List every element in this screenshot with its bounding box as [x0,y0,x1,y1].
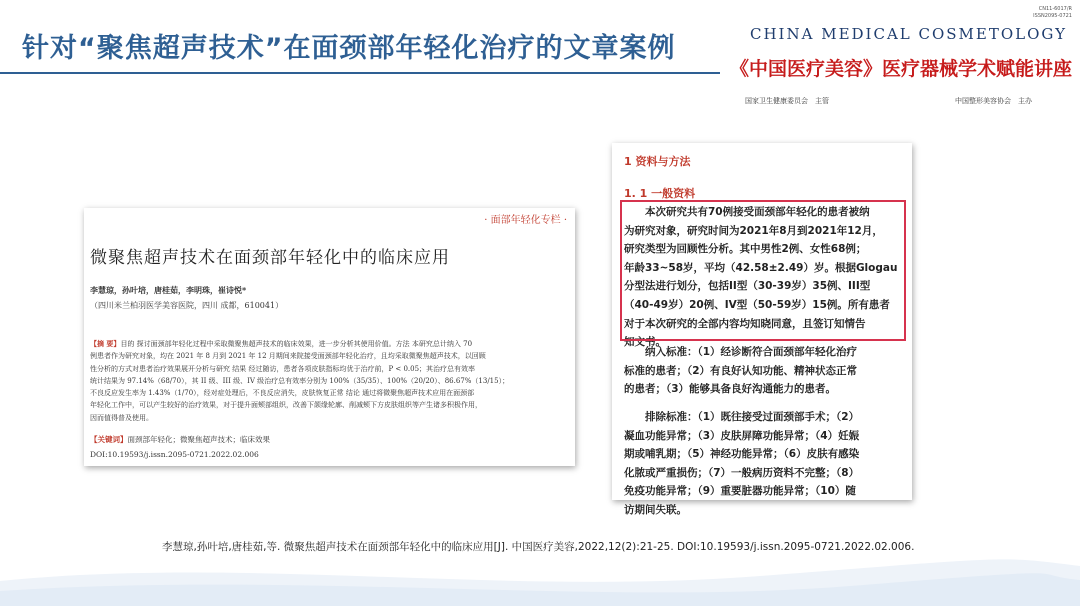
journal-cn-code: CN11-6017/R [1038,6,1072,12]
column-tag: · 面部年轻化专栏 · [484,215,567,226]
lecture-brand-cn: 《中国医疗美容》医疗器械学术赋能讲座 [730,58,1073,80]
journal-code [1033,6,1072,20]
paper-keywords: 【关键词】面颈部年轻化；微聚焦超声技术；临床效果 [90,435,270,444]
journal-issn: ISSN2095-0721 [1033,13,1072,19]
general-info-paragraph: 本次研究共有70例接受面颈部年轻化的患者被纳 为研究对象，研究时间为2021年8月到2021年12月， 研究类型为回顾性分析。其中男性2例、女性68例； 年龄33~58岁，平均（42.58±2.49）岁。根据Glogau 分型法进行划分，包括II型（30-39岁）35例、III型 （40-49岁）20例、IV型（50-59岁）15例。所有患者 对于本次研究的全部内容均知晓同意，且签订知情告 知文书。 [624,206,898,349]
abstract-label: 【摘 要】 [90,339,121,348]
abstract-line: 【摘 要】目的 探讨面颈部年轻化过程中采取微聚焦超声技术的临床效果，进一步分析其使用价值。方法 本研究总计纳入 70 [90,339,473,348]
inclusion-criteria-paragraph: 纳入标准：（1）经诊断符合面颈部年轻化治疗 标准的患者；（2）有良好认知功能、精神状态正常 的患者；（3）能够具备良好沟通能力的患者。 [624,346,858,396]
slide-title: 针对“聚焦超声技术”在面颈部年轻化治疗的文章案例 [22,33,676,64]
supervisor-org: 国家卫生健康委员会 主管 [745,97,829,105]
sponsor-org: 中国整形美容协会 主办 [955,97,1032,105]
abstract-line: 不良反应发生率为 1.43%（1/70），经对症处理后，不良反应消失，皮肤恢复正常 结论 通过将微聚焦超声技术应用在面颈部 [90,389,475,398]
abstract-line: 年轻化工作中，可以产生较好的治疗效果，对于提升面颊部组织，改善下颌缘轮廓、削减颊下方皮肤组织等产生诸多积极作用， [90,401,482,410]
paper-doi: DOI:10.19593/j.issn.2095-0721.2022.02.006 [90,450,259,459]
journal-name-en: CHINA MEDICAL COSMETOLOGY [750,25,1068,43]
abstract-line: 性分析的方式对患者治疗效果展开分析与研究 结果 经过随访，患者各项皮肤指标均优于治疗前，P < 0.05；其治疗总有效率 [90,364,476,373]
reference-citation: 李慧琼,孙叶培,唐桂茹,等. 微聚焦超声技术在面颈部年轻化中的临床应用[J]. 中国医疗美容,2022,12(2):21-25. DOI:10.19593/j.issn.2095-0721.2022.02.006. [162,541,915,553]
abstract-line: 统计结果为 97.14%（68/70），其 II 级、III 级、IV 级治疗总有效率分别为 100%（35/35）、100%（20/20）、86.67%（13/15）； [90,376,510,385]
exclusion-criteria-paragraph: 排除标准：（1）既往接受过面颈部手术；（2） 凝血功能异常；（3）皮肤屏障功能异常；（4）妊娠 期或哺乳期；（5）神经功能异常；（6）皮肤有感染 化脓或严重损伤；（7）一般病历资料不完整；（8） 免疫功能异常；（9）重要脏器功能异常；（10）随 访期间失联。 [624,411,860,516]
methods-excerpt-image [612,143,912,516]
paper-authors: 李慧琼，孙叶培，唐桂茹，李明珠，崔诗悦* [90,285,247,295]
abstract-line: 例患者作为研究对象，均在 2021 年 8 月到 2021 年 12 月期间来院接受面颈部年轻化治疗，且均采取微聚焦超声技术，以回顾 [90,352,486,361]
abstract-line: 因而值得普及使用。 [90,413,153,422]
paper-title: 微聚焦超声技术在面颈部年轻化中的临床应用 [90,248,450,268]
keywords-label: 【关键词】 [90,435,128,444]
section-heading: 1 资料与方法 [624,155,691,168]
paper-affiliation: （四川米兰柏羽医学美容医院，四川 成都，610041） [90,301,284,310]
highlight-box [620,200,906,341]
subsection-heading: 1. 1 一般资料 [624,187,696,200]
article-first-page-image [84,208,575,466]
paper-abstract [90,338,574,424]
title-underline [0,72,720,74]
